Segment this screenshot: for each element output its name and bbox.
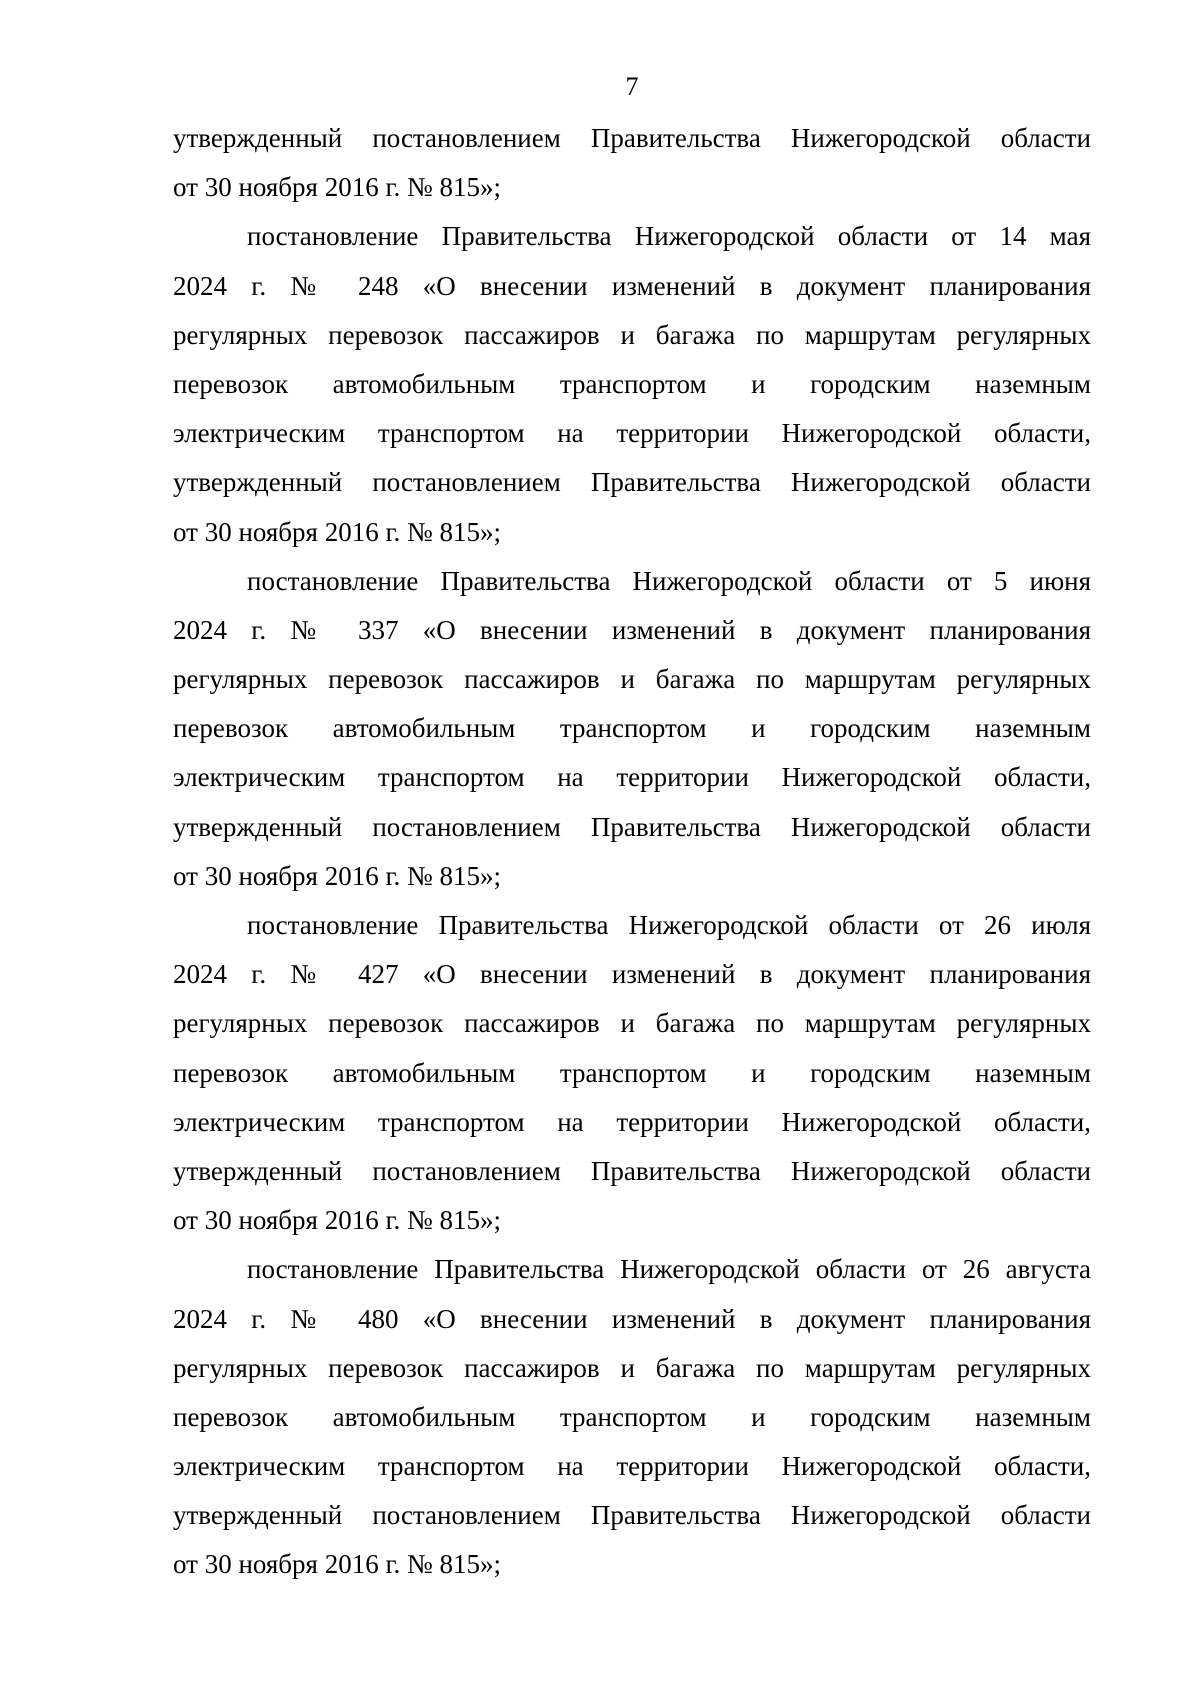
text-line: электрическим транспортом на территории Нижегородской области,	[173, 1106, 1091, 1137]
text-line: постановление Правительства Нижегородской области от 5 июня	[247, 565, 1091, 596]
text-line: постановление Правительства Нижегородской области от 26 августа	[247, 1254, 1091, 1285]
text-line: утвержденный постановлением Правительства Нижегородской области	[173, 1500, 1091, 1531]
text-line: постановление Правительства Нижегородской области от 26 июля	[247, 910, 1091, 940]
text-line: перевозок автомобильным транспортом и городским наземным	[173, 1057, 1091, 1088]
document-body	[173, 114, 1091, 1590]
text-line: электрическим транспортом на территории Нижегородской области,	[173, 762, 1091, 793]
text-line: 2024 г. № 480 «О внесении изменений в документ планирования	[173, 1303, 1091, 1334]
text-line: 2024 г. № 248 «О внесении изменений в документ планирования	[173, 270, 1091, 301]
text-line: перевозок автомобильным транспортом и городским наземным	[173, 1401, 1091, 1432]
text-line: от 30 ноября 2016 г. № 815»;	[173, 1205, 501, 1236]
text-line: регулярных перевозок пассажиров и багажа по маршрутам регулярных	[173, 1008, 1091, 1039]
text-line: утвержденный постановлением Правительства Нижегородской области	[173, 811, 1091, 842]
text-line: утвержденный постановлением Правительства Нижегородской области	[173, 467, 1091, 498]
text-line: 2024 г. № 337 «О внесении изменений в документ планирования	[173, 614, 1091, 645]
text-line: перевозок автомобильным транспортом и городским наземным	[173, 368, 1091, 399]
text-line: 2024 г. № 427 «О внесении изменений в документ планирования	[173, 959, 1091, 990]
text-line: утвержденный постановлением Правительства Нижегородской области	[173, 1155, 1091, 1186]
page-number: 7	[625, 72, 639, 101]
text-line: от 30 ноября 2016 г. № 815»;	[173, 1549, 501, 1580]
text-line: от 30 ноября 2016 г. № 815»;	[173, 516, 501, 547]
text-line: перевозок автомобильным транспортом и городским наземным	[173, 713, 1091, 744]
text-line: регулярных перевозок пассажиров и багажа по маршрутам регулярных	[173, 1352, 1091, 1383]
text-line: регулярных перевозок пассажиров и багажа по маршрутам регулярных	[173, 319, 1091, 350]
text-line: постановление Правительства Нижегородской области от 14 мая	[247, 221, 1091, 252]
text-line: электрическим транспортом на территории Нижегородской области,	[173, 1451, 1091, 1482]
text-line: от 30 ноября 2016 г. № 815»;	[173, 860, 501, 891]
text-line: регулярных перевозок пассажиров и багажа по маршрутам регулярных	[173, 664, 1091, 695]
text-line: от 30 ноября 2016 г. № 815»;	[173, 172, 501, 203]
text-line: утвержденный постановлением Правительства Нижегородской области	[173, 123, 1091, 153]
text-line: электрическим транспортом на территории Нижегородской области,	[173, 418, 1091, 449]
